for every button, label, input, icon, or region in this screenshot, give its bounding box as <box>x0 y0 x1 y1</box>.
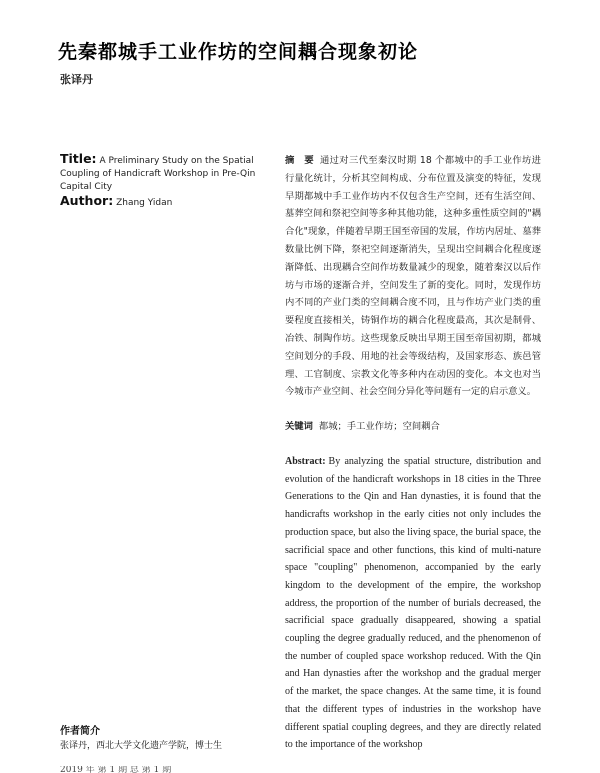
author-intro-text: 张译丹，西北大学文化遗产学院，博士生 <box>60 741 223 751</box>
author-name: 张译丹 <box>60 73 93 86</box>
page-footer: 2019 年 第 1 期 总 第 1 期 <box>60 766 172 773</box>
english-title: A Preliminary Study on the Spatial Coupling of Handicraft Workshop in Pre-Qin Capital City <box>60 156 256 192</box>
chinese-abstract-text: 通过对三代至秦汉时期 18 个都城中的手工业作坊进行量化统计，分析其空间构成、分布位置及演变的特征，发现早期都城中手工业作坊内不仅包含生产空间，还有生活空间、墓葬空间和祭祀空间等多种其他功能，这种多重性质空间的"耦合化"现象，伴随着早期王国至帝国的发展，作坊内居址、墓葬数量比例下降，祭祀空间逐渐消失，呈现出空间耦合化程度逐渐降低、出现耦合空间作坊数量减少的现象，随着秦汉以后作坊与市场的逐渐合并，空间发生了新的变化。同时，发现作坊内不同的产业门类的空间耦合度不同，且与作坊产业门类的重要程度直接相关，铸铜作坊的耦合化程度最高，其次是制骨、冶铁、制陶作坊。这些现象反映出早期王国至帝国初期，都城空间划分的手段、用地的社会等级结构，及国家形态、族邑管理、工官制度、宗教文化等多种内在动因的变化。本文也对当今城市产业空间、社会空间分异化等问题有一定的启示意义。 <box>285 155 541 398</box>
author-intro-heading: 作者简介 <box>60 726 100 737</box>
english-author: Zhang Yidan <box>116 198 173 208</box>
chinese-abstract-label: 摘 要 <box>285 155 314 166</box>
title-label: Title: <box>60 151 97 166</box>
english-abstract <box>285 453 541 754</box>
article-title: 先秦都城手工业作坊的空间耦合现象初论 <box>58 41 419 63</box>
author-introduction <box>60 725 270 753</box>
chinese-keywords <box>285 418 541 432</box>
keywords-text: 都城；手工业作坊；空间耦合 <box>318 421 440 432</box>
english-author-block <box>60 194 260 210</box>
english-title-block <box>60 152 260 194</box>
chinese-abstract <box>285 152 541 401</box>
english-abstract-text: By analyzing the spatial structure, distribution and evolution of the handicraft workshops in 18 cities in the Three Generations to the Qin and Han dynasties, it is found that the handicrafts workshop in the early cities not only includes the production space, but also the living space, the burial space, the sacrificial space and other functions, this kind of multi-nature space "coupling" phenomenon, accompanied by the early kingdom to the development of the empire, the workshop address, the proportion of the number of burials decreased, the sacrificial space gradually disappeared, showing a spatial coupling the degree gradually reduced, and the phenomenon of the number of coupled space workshop reduced. With the Qin and Han dynasties after the workshop and the gradual merger of the market, the space changes. At the same time, it is found that the different types of industries in the workshop have different spatial coupling degrees, and they are directly related to the importance of the workshop <box>285 456 541 751</box>
english-metadata <box>60 152 260 210</box>
keywords-label: 关键词 <box>285 421 313 432</box>
english-abstract-label: Abstract: <box>285 456 326 467</box>
author-label: Author: <box>60 193 114 208</box>
